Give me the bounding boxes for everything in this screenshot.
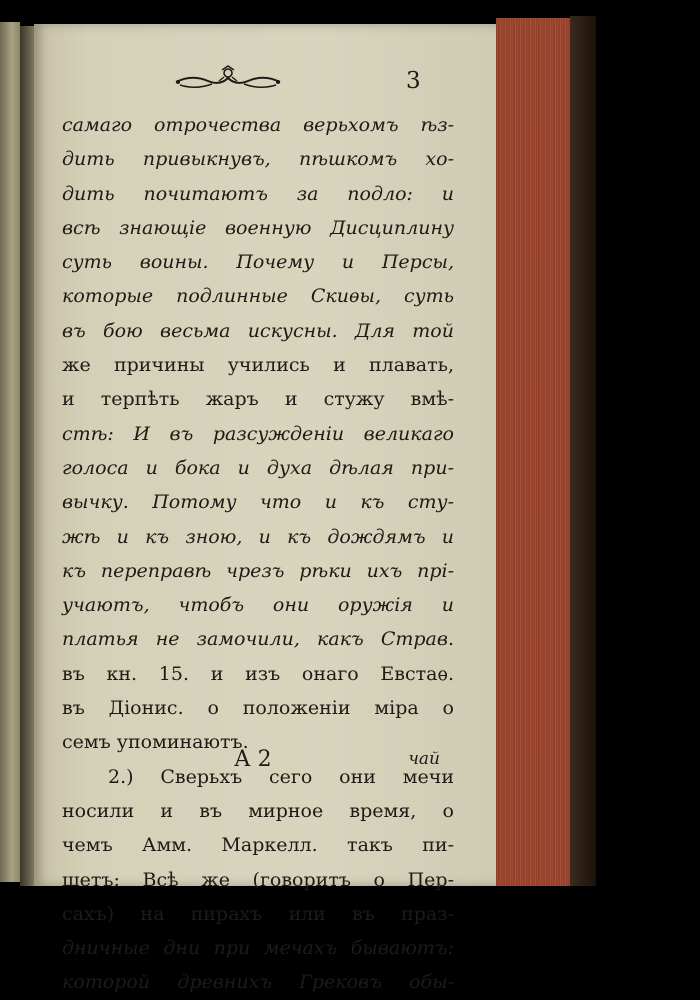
text-line: всѣ знающіе военную Дисциплину [62,216,454,239]
text-line: дить почитаютъ за подло: и [62,182,454,205]
text-line: сахъ) на пирахъ или въ праз- [62,902,454,925]
text-line: въ Діонис. о положеніи міра о [62,697,454,720]
text-line: въ бою весьма искусны. Для той [62,319,454,342]
text-line: дничные дни при мечахъ бываютъ: [62,937,454,960]
text-line: семъ упоминаютъ. [62,731,249,754]
text-line: 2.) Сверьхъ сего они мечи [108,765,454,788]
text-line: которые подлинные Скиѳы, суть [62,285,454,308]
text-line: которой древнихъ Грековъ обы- [62,971,454,994]
red-page-edges [496,18,574,886]
signature-mark: А 2 [234,747,272,772]
text-line: стѣ: И въ разсужденіи великаго [62,422,454,445]
catchword: чай [408,749,440,769]
text-line: учаютъ, чтобъ они оружія и [62,594,454,617]
text-line: же причины учились и плавать, [62,354,454,377]
text-line: чемъ Амм. Маркелл. такъ пи- [62,834,454,857]
book-cover-board [570,16,596,886]
text-line: суть воины. Почему и Персы, [62,251,454,274]
body-text [62,108,454,1000]
text-line: шетъ: Всѣ же (говоритъ о Пер- [62,868,454,891]
page-number: 3 [406,68,421,94]
left-page-edge [0,22,20,882]
page-footer [62,745,454,785]
text-line: самаго отрочества верьхомъ ѣз- [62,114,454,136]
text-line: дить привыкнувъ, пѣшкомъ хо- [62,148,454,171]
text-line: голоса и бока и духа дѣлая при- [62,456,454,479]
text-line: къ переправѣ чрезъ рѣки ихъ прі- [62,559,454,582]
text-line: и терпѣть жаръ и стужу вмѣ- [62,388,454,411]
text-line: вычку. Потому что и къ сту- [62,491,454,514]
text-line: платья не замочили, какъ Страв. [62,628,454,651]
text-line: въ кн. 15. и изъ онаго Евстаѳ. [62,662,454,685]
page-header [34,64,506,100]
headpiece-ornament-icon [172,64,284,94]
text-line: носили и въ мирное время, о [62,799,454,822]
text-line: жѣ и къ зною, и къ дождямъ и [62,525,454,548]
